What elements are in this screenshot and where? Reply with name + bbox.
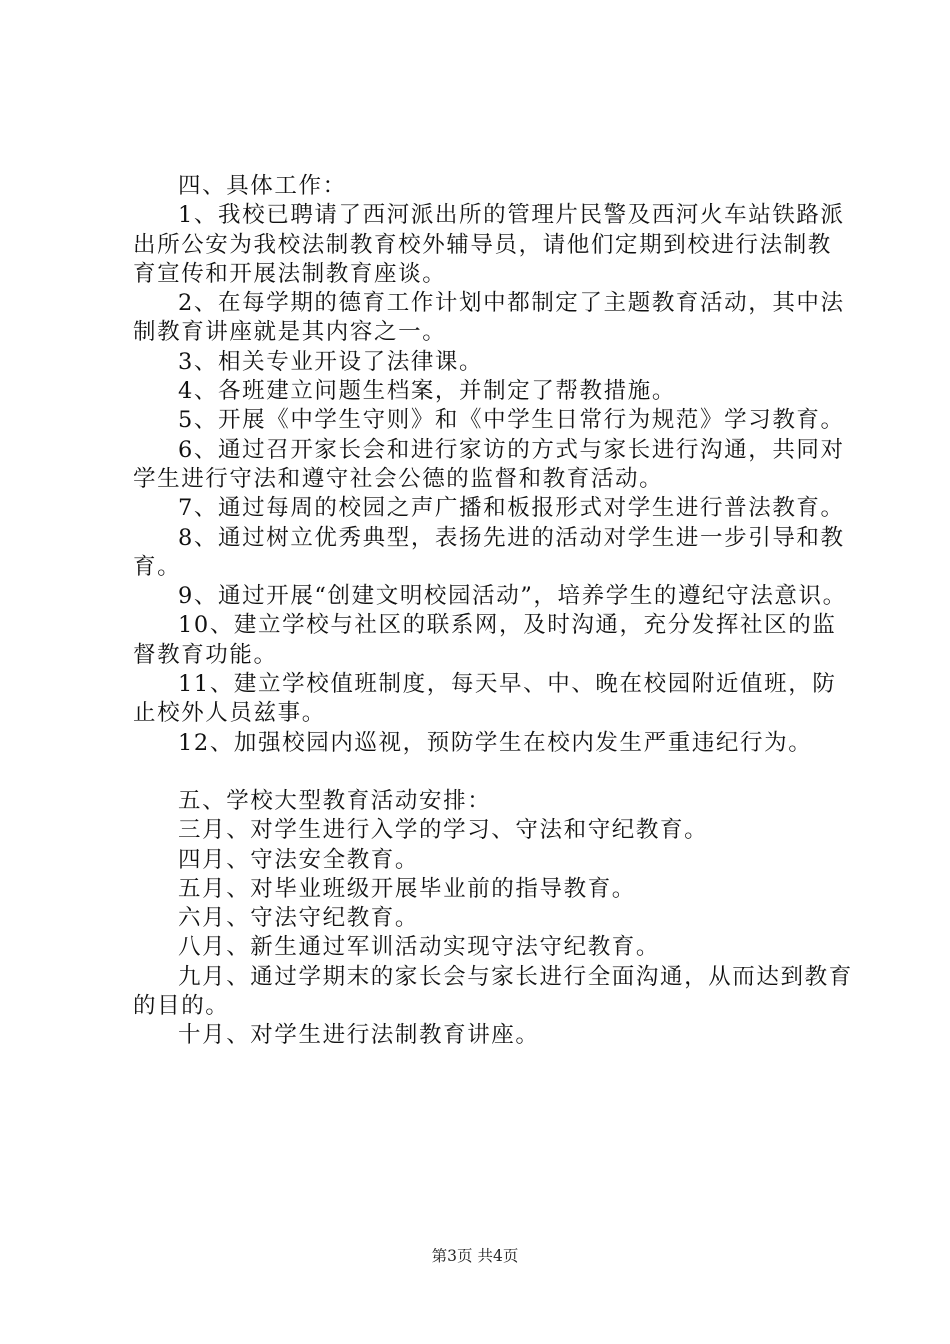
section-5-item-march: 三月、对学生进行入学的学习、守法和守纪教育。 bbox=[178, 817, 709, 844]
section-5-item-may: 五月、对毕业班级开展毕业前的指导教育。 bbox=[178, 875, 636, 902]
section-4-item-10: 10、建立学校与社区的联系网，及时沟通，充分发挥社区的监督教育功能。 bbox=[133, 612, 837, 668]
section-5-heading: 五、学校大型教育活动安排： bbox=[178, 787, 492, 814]
section-4-item-4: 4、各班建立问题生档案，并制定了帮教措施。 bbox=[178, 378, 676, 405]
section-4-item-7: 7、通过每周的校园之声广播和板报形式对学生进行普法教育。 bbox=[178, 495, 845, 522]
section-4-item-8: 8、通过树立优秀典型，表扬先进的活动对学生进一步引导和教育。 bbox=[133, 524, 845, 580]
section-4-item-9: 9、通过开展“创建文明校园活动”，培养学生的遵纪守法意识。 bbox=[178, 583, 847, 610]
section-5-item-june: 六月、守法守纪教育。 bbox=[178, 905, 420, 932]
section-4-item-12: 12、加强校园内巡视，预防学生在校内发生严重违纪行为。 bbox=[178, 729, 813, 756]
section-4-item-6: 6、通过召开家长会和进行家访的方式与家长进行沟通，共同对学生进行守法和遵守社会公德的监督和教育活动。 bbox=[133, 436, 845, 492]
section-5-item-september: 九月、通过学期末的家长会与家长进行全面沟通，从而达到教育的目的。 bbox=[133, 963, 853, 1020]
section-5-item-april: 四月、守法安全教育。 bbox=[178, 846, 420, 873]
page-body bbox=[133, 172, 853, 1051]
page-footer: 第3页 共4页 bbox=[431, 1247, 519, 1265]
section-4-item-3: 3、相关专业开设了法律课。 bbox=[178, 348, 484, 375]
section-4-item-11: 11、建立学校值班制度，每天早、中、晚在校园附近值班，防止校外人员兹事。 bbox=[133, 671, 837, 727]
section-4-item-1: 1、我校已聘请了西河派出所的管理片民警及西河火车站铁路派出所公安为我校法制教育校外辅导员，请他们定期到校进行法制教育宣传和开展法制教育座谈。 bbox=[133, 202, 845, 287]
section-spacer bbox=[133, 758, 853, 787]
section-4-item-2: 2、在每学期的德育工作计划中都制定了主题教育活动，其中法制教育讲座就是其内容之一。 bbox=[133, 290, 845, 346]
section-4-item-5: 5、开展《中学生守则》和《中学生日常行为规范》学习教育。 bbox=[178, 407, 845, 434]
section-4-heading: 四、具体工作： bbox=[178, 173, 347, 199]
section-5-item-august: 八月、新生通过军训活动实现守法守纪教育。 bbox=[178, 934, 661, 961]
section-5-item-october: 十月、对学生进行法制教育讲座。 bbox=[178, 1022, 540, 1049]
